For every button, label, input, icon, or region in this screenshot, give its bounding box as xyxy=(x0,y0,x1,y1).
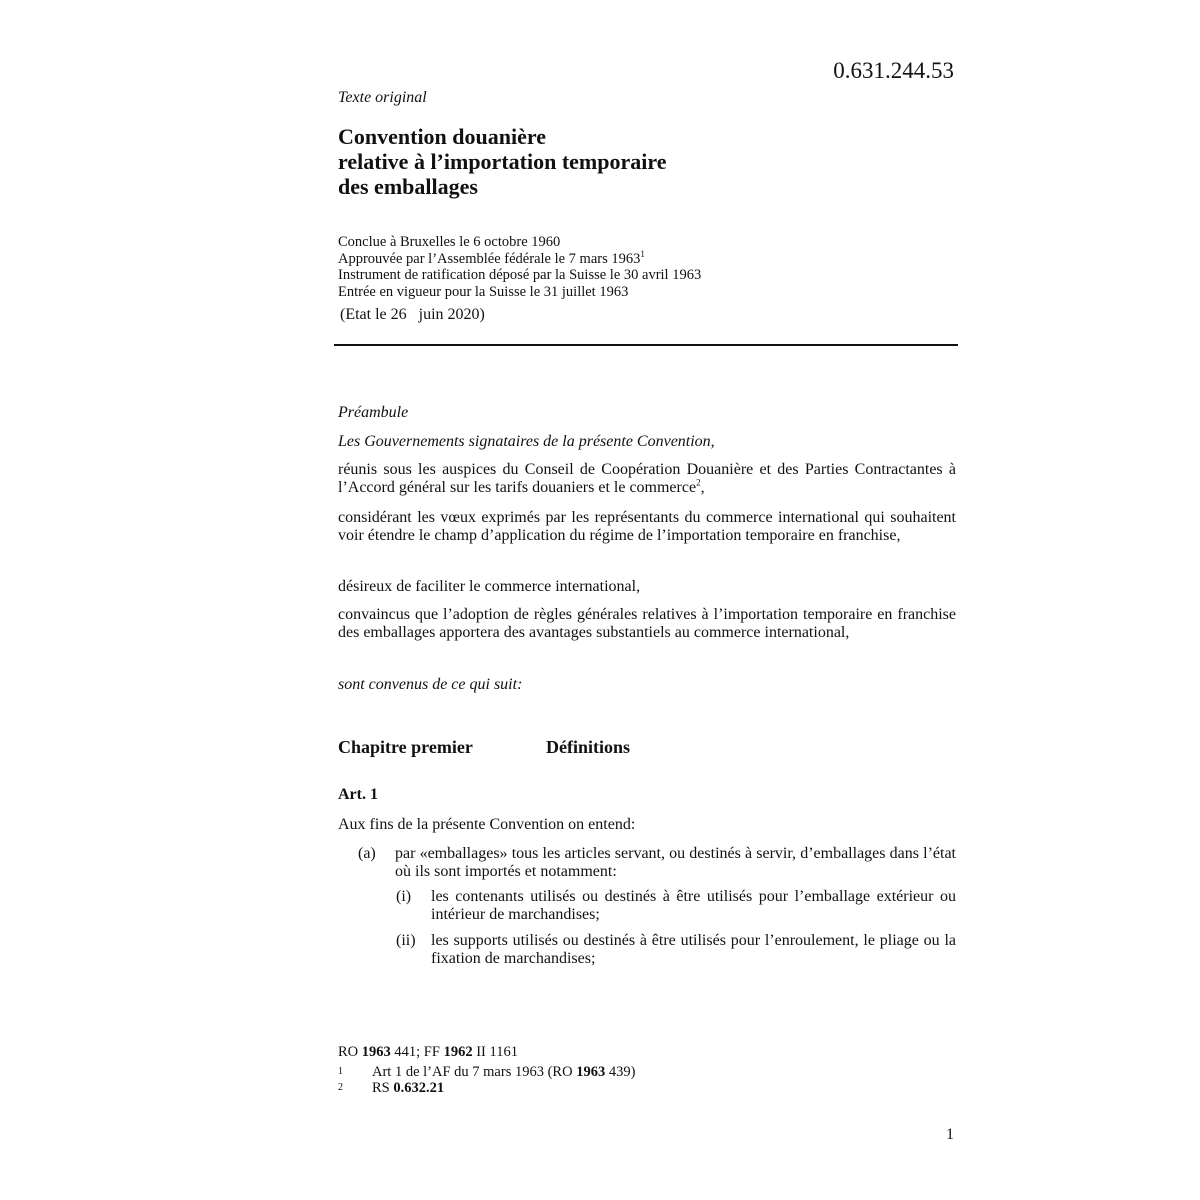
footnote-2 xyxy=(338,1080,938,1096)
title-line-3: des emballages xyxy=(338,174,478,199)
chapter-heading xyxy=(338,737,631,758)
meta-ratification: Instrument de ratification déposé par la Suisse le 30 avril 1963 xyxy=(338,267,702,283)
fn-ro-year: 1963 xyxy=(361,1044,391,1060)
title-line-1: Convention douanière xyxy=(338,124,547,149)
state-date: (Etat le 26 juin 2020) xyxy=(340,306,485,323)
preamble-p1-end: , xyxy=(700,479,705,496)
list-item-ii-text: les supports utilisés ou destinés à être utilisés pour l’enroulement, le pliage ou la fixation de marchandises; xyxy=(431,932,956,967)
fn-ff-suffix: II 1161 xyxy=(472,1044,518,1060)
footnote-2-number: 2 xyxy=(338,1082,343,1093)
preamble-closing: sont convenus de ce qui suit: xyxy=(338,676,523,693)
fn2-ref-link[interactable]: 0.632.21 xyxy=(393,1080,445,1096)
page-number: 1 xyxy=(946,1126,954,1143)
footnote-1-text xyxy=(372,1064,635,1080)
chapter-label: Chapitre premier xyxy=(338,737,473,757)
preamble-p1-text: réunis sous les auspices du Conseil de Coopération Douanière et des Parties Contractantes à l’Accord général sur les tarifs douaniers et le commerce xyxy=(338,461,956,496)
footnote-1 xyxy=(338,1064,938,1080)
fn1-year: 1963 xyxy=(576,1064,606,1080)
original-text-label: Texte original xyxy=(338,89,427,106)
preamble-paragraph-3: désireux de faciliter le commerce international, xyxy=(338,578,641,595)
list-item-ii-label: (ii) xyxy=(396,932,416,949)
document-title xyxy=(338,124,898,199)
footnote-ref-2[interactable]: 2 xyxy=(696,477,701,488)
article-1-intro: Aux fins de la présente Convention on entend: xyxy=(338,816,636,833)
meta-approved-line xyxy=(338,248,701,268)
fn2-prefix: RS xyxy=(372,1080,394,1096)
preamble-heading: Préambule xyxy=(338,404,409,421)
meta-concluded: Conclue à Bruxelles le 6 octobre 1960 xyxy=(338,234,561,250)
footnote-source xyxy=(338,1044,518,1060)
fn1-prefix: Art 1 de l’AF du 7 mars 1963 (RO xyxy=(372,1064,577,1080)
title-line-2: relative à l’importation temporaire xyxy=(338,149,667,174)
fn1-suffix: 439) xyxy=(605,1064,636,1080)
footnote-2-text xyxy=(372,1080,444,1096)
list-item-i-label: (i) xyxy=(396,888,412,905)
footnote-1-number: 1 xyxy=(338,1066,343,1077)
preamble-paragraph-4: convaincus que l’adoption de règles générales relatives à l’importation temporaire en franchise des emballages apportera des avantages substantiels au commerce international, xyxy=(338,606,956,641)
document-number: 0.631.244.53 xyxy=(833,58,954,83)
footnote-ref-1[interactable]: 1 xyxy=(640,248,645,259)
preamble-paragraph-2: considérant les vœux exprimés par les représentants du commerce international qui souhaitent voir étendre le champ d’application du régime de l’importation temporaire en franchise, xyxy=(338,509,956,544)
chapter-title: Définitions xyxy=(546,737,631,757)
document-metadata xyxy=(338,234,701,300)
header-divider xyxy=(334,344,958,346)
list-item-a-text: par «emballages» tous les articles servant, ou destinés à servir, d’emballages dans l’état où ils sont importés et notamment: xyxy=(395,845,956,880)
list-item-a-label: (a) xyxy=(358,845,376,862)
meta-approved: Approuvée par l’Assemblée fédérale le 7 mars 1963 xyxy=(338,250,641,267)
article-1-heading: Art. 1 xyxy=(338,786,378,803)
fn-ro-prefix: RO xyxy=(338,1044,362,1060)
preamble-intro: Les Gouvernements signataires de la présente Convention, xyxy=(338,433,715,450)
preamble-paragraph-1 xyxy=(338,461,956,497)
list-item-i-text: les contenants utilisés ou destinés à être utilisés pour l’emballage extérieur ou intérieur de marchandises; xyxy=(431,888,956,923)
fn-ro-mid: 441; FF xyxy=(390,1044,444,1060)
meta-entry: Entrée en vigueur pour la Suisse le 31 juillet 1963 xyxy=(338,283,629,300)
fn-ff-year: 1962 xyxy=(443,1044,473,1060)
